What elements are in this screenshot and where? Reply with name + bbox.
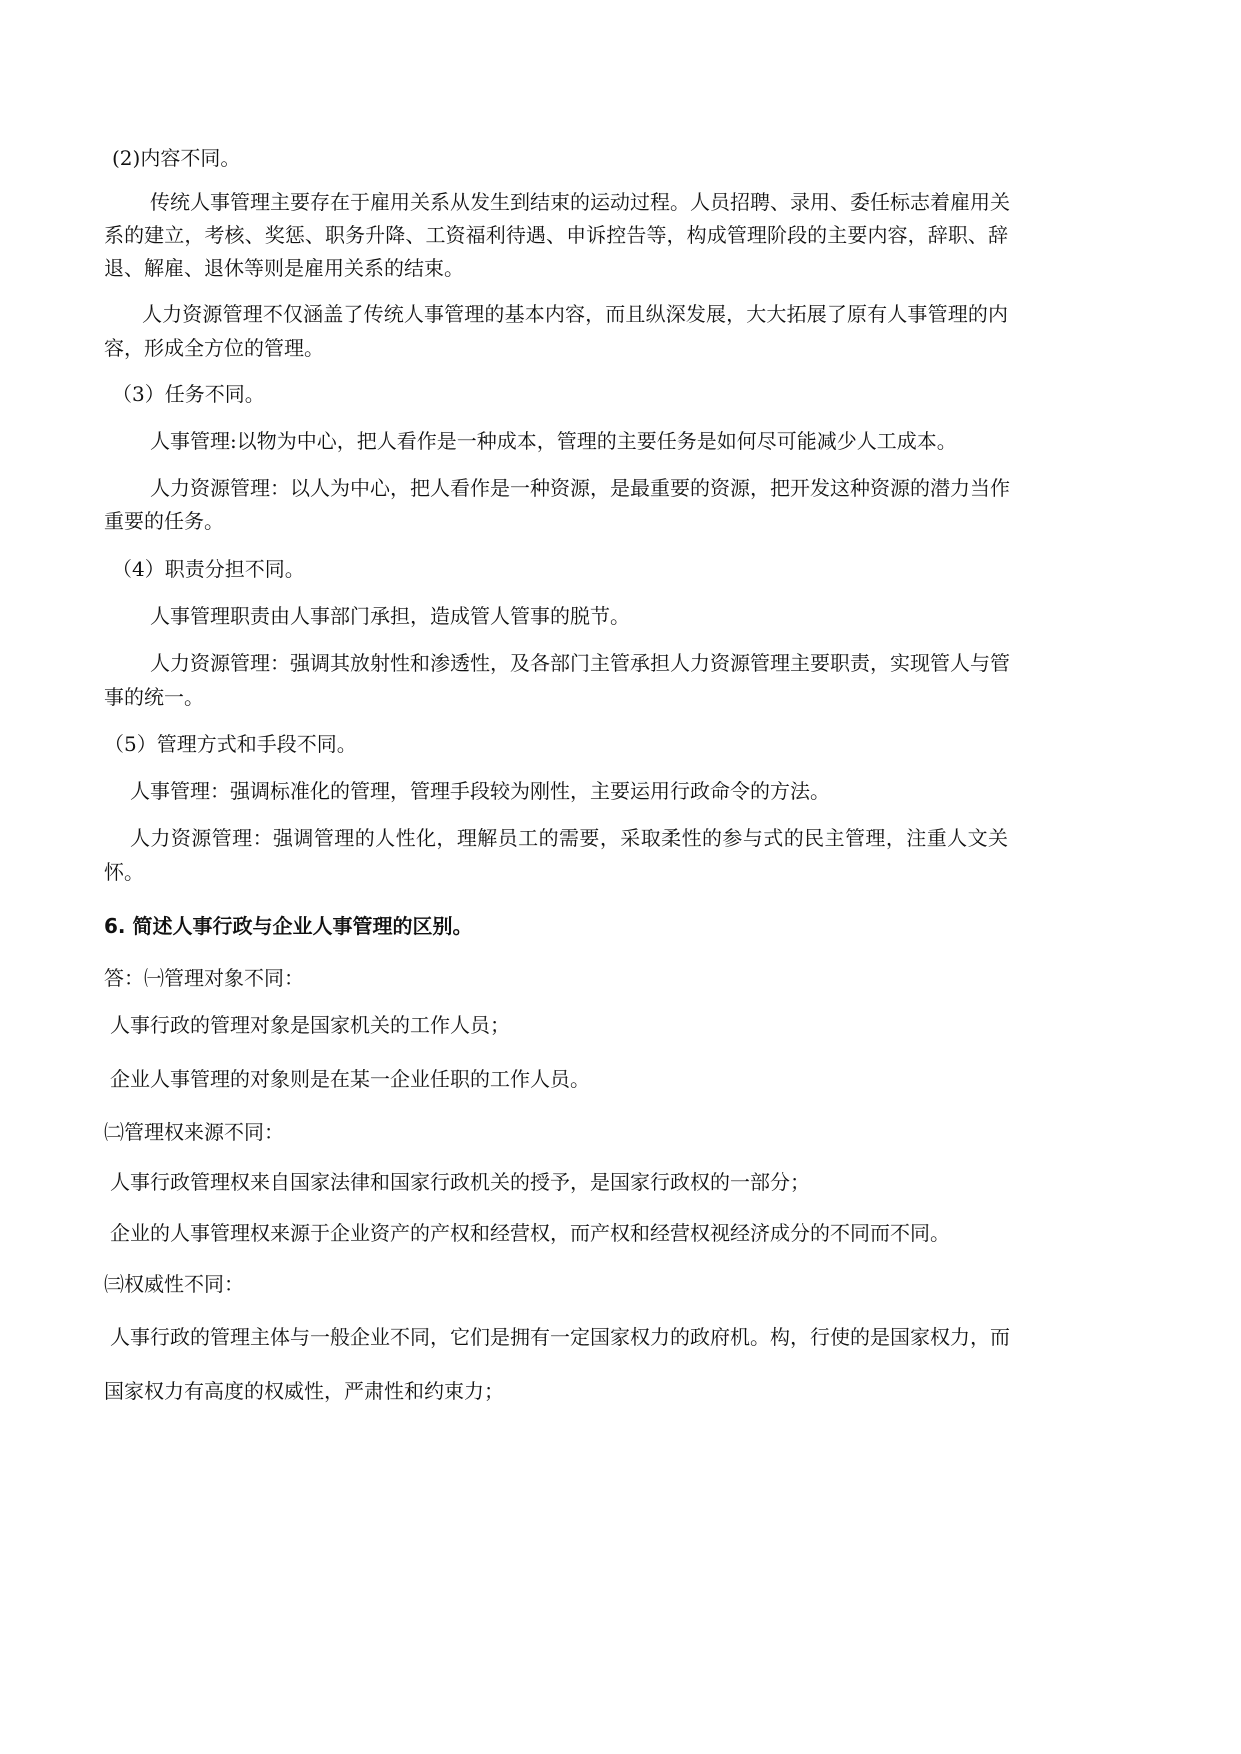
paragraph-line: 人事管理职责由人事部门承担，造成管人管事的脱节。 <box>150 604 630 628</box>
question-heading: 6. 简述人事行政与企业人事管理的区别。 <box>104 914 473 938</box>
answer-line: 企业的人事管理权来源于企业资产的产权和经营权，而产权和经营权视经济成分的不同而不同。 <box>110 1221 950 1245</box>
paragraph-line: 容，形成全方位的管理。 <box>104 336 324 360</box>
paragraph-line: 退、解雇、退休等则是雇用关系的结束。 <box>104 256 464 280</box>
paragraph-line: 人力资源管理：强调其放射性和渗透性，及各部门主管承担人力资源管理主要职责，实现管人与管 <box>150 651 1010 675</box>
answer-line: 国家权力有高度的权威性，严肃性和约束力； <box>104 1379 504 1403</box>
section-heading-content: (2)内容不同。 <box>112 146 241 170</box>
paragraph-line: 怀。 <box>104 860 144 884</box>
section-heading-task: （3）任务不同。 <box>112 382 265 406</box>
paragraph-line: 重要的任务。 <box>104 509 224 533</box>
paragraph-line: 人力资源管理：强调管理的人性化，理解员工的需要，采取柔性的参与式的民主管理，注重人文关 <box>130 826 1008 850</box>
paragraph-line: 事的统一。 <box>104 685 204 709</box>
answer-subheading: ㈡管理权来源不同： <box>104 1120 284 1144</box>
paragraph-line: 传统人事管理主要存在于雇用关系从发生到结束的运动过程。人员招聘、录用、委任标志着雇用关 <box>150 190 1010 214</box>
paragraph-line: 人力资源管理：以人为中心，把人看作是一种资源，是最重要的资源，把开发这种资源的潜力当作 <box>150 476 1010 500</box>
paragraph-line: 人力资源管理不仅涵盖了传统人事管理的基本内容，而且纵深发展，大大拓展了原有人事管理的内 <box>142 302 1008 326</box>
answer-line: 答：㈠管理对象不同： <box>104 966 304 990</box>
answer-line: 人事行政管理权来自国家法律和国家行政机关的授予，是国家行政权的一部分； <box>110 1170 810 1194</box>
paragraph-line: 人事管理:以物为中心，把人看作是一种成本，管理的主要任务是如何尽可能减少人工成本。 <box>150 429 957 453</box>
paragraph-line: 系的建立，考核、奖惩、职务升降、工资福利待遇、申诉控告等，构成管理阶段的主要内容，辞职、辞 <box>104 223 1008 247</box>
section-heading-method: （5）管理方式和手段不同。 <box>104 732 357 756</box>
paragraph-line: 人事管理：强调标准化的管理，管理手段较为刚性，主要运用行政命令的方法。 <box>130 779 830 803</box>
answer-line: 人事行政的管理主体与一般企业不同，它们是拥有一定国家权力的政府机。构，行使的是国家权力，而 <box>110 1325 1010 1349</box>
answer-line: 企业人事管理的对象则是在某一企业任职的工作人员。 <box>110 1067 590 1091</box>
section-heading-duty: （4）职责分担不同。 <box>112 557 305 581</box>
answer-line: 人事行政的管理对象是国家机关的工作人员； <box>110 1013 510 1037</box>
answer-subheading: ㈢权威性不同： <box>104 1272 244 1296</box>
